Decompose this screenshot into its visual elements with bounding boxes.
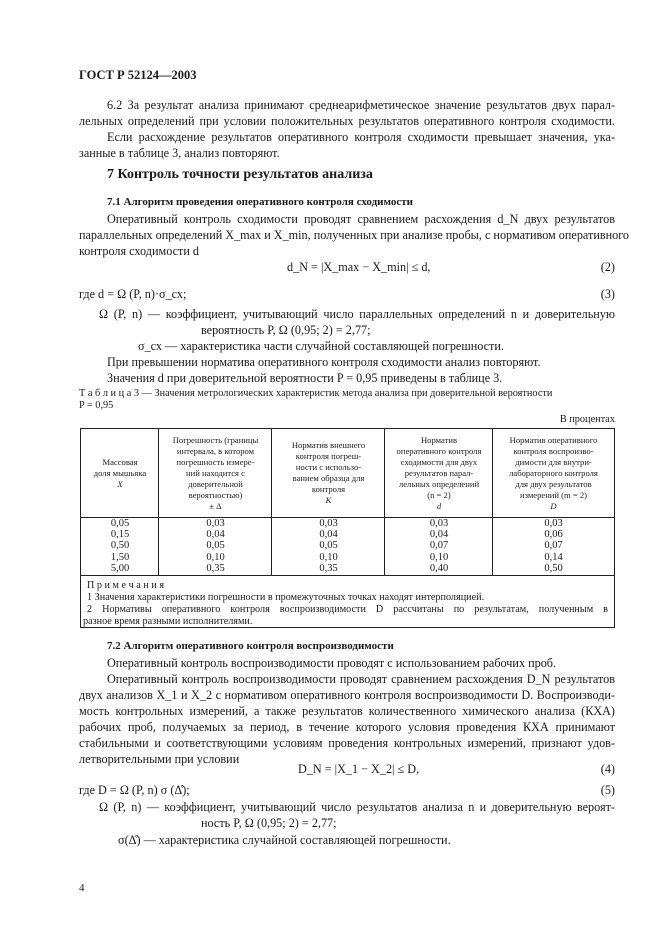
s71-p1-line1: Оперативный контроль сходимости проводят сравнением расхождения d_N двух результатов (107, 212, 615, 226)
equation-2-number: (2) (600, 260, 615, 274)
table3-note1: 1 Значения характеристики погрешности в промежуточных точках находят интерполяцией. (87, 592, 485, 603)
s71-p1-line3: контроля сходимости d (79, 244, 200, 258)
s72-p2-line1: Оперативный контроль воспроизводимости проводят сравнением расхождения D_N результатов (107, 672, 615, 686)
s71-def1-line2: вероятность P, Ω (0,95; 2) = 2,77; (201, 323, 371, 337)
s71-p1-line2: параллельных определений X_max и X_min, полученных при анализе пробы, с нормативом оперативного (79, 228, 630, 242)
table3-header-k: Норматив внешнего контроля погреш- ности с использо- ванием образца для контроля K (291, 440, 366, 505)
equation-5: где D = Ω (P, n) σ (Δ̊); (79, 783, 190, 797)
table3-header-x: Массовая доля мышьяка X (93, 456, 147, 489)
p62-line4: занные в таблице 3, анализ повторяют. (79, 146, 280, 160)
s72-p2-line3: мость контрольных измерений, а также результатов количественного химического анализа (КХА) (79, 704, 615, 718)
table3-header-D: Норматив оперативного контроля воспроизво- димости для внутри- лабораторного контроля для двух результатов измерений (m = 2) D (509, 434, 598, 511)
s72-p2-line4: рабочих проб, получаемых за период, в течение которого условия проведения КХА принимают (79, 720, 615, 734)
equation-2: d_N = |X_max − X_min| ≤ d, (287, 260, 431, 274)
p62-line3: Если расхождение результатов оперативного контроля сходимости превышает значения, ука- (107, 130, 615, 144)
table3-notes-rule (81, 575, 614, 576)
table3-notes-title: П р и м е ч а н и я (87, 580, 165, 591)
s72-def1-line2: ность P, Ω (0,95; 2) = 2,77; (201, 816, 337, 830)
table3-caption-line2: P = 0,95 (79, 400, 114, 411)
equation-3-number: (3) (600, 287, 615, 301)
table3-note2-line1: 2 Нормативы оперативного контроля воспроизводимости D рассчитаны по результатам, полученным в (87, 604, 608, 615)
table3 (80, 428, 615, 628)
equation-4-number: (4) (600, 762, 615, 776)
s72-p2-line6: летворительными при условии (79, 752, 240, 766)
s71-p3: Значения d при доверительной вероятности P = 0,95 приведены в таблице 3. (107, 371, 503, 385)
s71-def1-line1: Ω (P, n) — коэффициент, учитывающий число параллельных определений n и доверительную (99, 307, 615, 321)
s72-def2: σ(Δ̊) — характеристика случайной составляющей погрешности. (118, 833, 451, 847)
table3-values-x: 0,05 0,15 0,50 1,50 5,00 (110, 518, 130, 574)
table3-values-k: 0,03 0,04 0,05 0,10 0,35 (319, 518, 338, 574)
page-number: 4 (79, 882, 85, 894)
s72-def1-line1: Ω (P, n) — коэффициент, учитывающий число результатов анализа n и доверительную вероят- (99, 800, 615, 814)
s72-p2-line2: двух анализов X_1 и X_2 с нормативом оперативного контроля воспроизводимости D. Воспроизводи- (79, 688, 615, 702)
table3-note2-line2: разное время разными исполнителями. (83, 616, 253, 627)
table3-units: В процентах (559, 414, 615, 425)
section-7-title: 7 Контроль точности результатов анализа (107, 167, 373, 182)
s72-p2-line5: стабильными и соответствующими условиям проведения контрольных измерений, признают удов- (79, 736, 615, 750)
document-header: ГОСТ Р 52124—2003 (79, 68, 197, 82)
table3-header-d: Норматив оперативного контроля сходимости для двух результатов парал- лельных определений (n = 2) d (396, 434, 482, 511)
section-72-title: 7.2 Алгоритм оперативного контроля воспроизводимости (107, 640, 394, 652)
s72-p1: Оперативный контроль воспроизводимости проводят с использованием рабочих проб. (107, 656, 557, 670)
s71-p2: При превышении норматива оперативного контроля сходимости анализ повторяют. (107, 355, 541, 369)
table3-values-D: 0,03 0,06 0,07 0,14 0,50 (544, 518, 563, 574)
table3-values-d: 0,03 0,04 0,07 0,10 0,40 (429, 518, 449, 574)
section-71-title: 7.1 Алгоритм проведения оперативного контроля сходимости (107, 196, 413, 208)
s71-def2: σ_сх — характеристика части случайной составляющей погрешности. (138, 339, 504, 353)
table3-caption-line1: Т а б л и ц а 3 — Значения метрологических характеристик метода анализа при доверительной вероятности (79, 388, 553, 399)
p62-line2: лельных определений при условии положительных результатов оперативного контроля сходимости. (79, 114, 615, 128)
equation-3: где d = Ω (P, n)·σ_сх; (79, 287, 187, 301)
table3-values-delta: 0,03 0,04 0,05 0,10 0,35 (206, 518, 225, 574)
table3-header-delta: Погрешность (границы интервала, в котором погрешность измере- ний находится с доверительной вероятностью) ± Δ (172, 434, 259, 511)
equation-4: D_N = |X_1 − X_2| ≤ D, (298, 762, 420, 776)
equation-5-number: (5) (600, 783, 615, 797)
p62-line1: 6.2 За результат анализа принимают среднеарифметическое значение результатов двух парал- (107, 98, 615, 112)
